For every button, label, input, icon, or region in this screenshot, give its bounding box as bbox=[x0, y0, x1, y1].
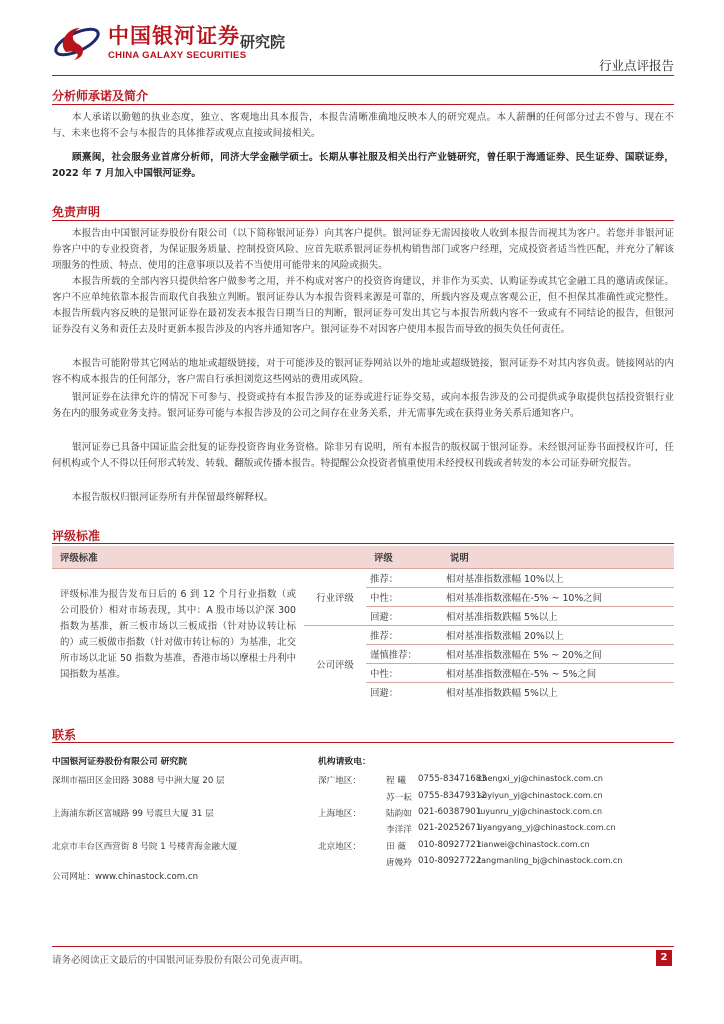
disclaimer-paragraph: 本报告可能附带其它网站的地址或超级链接，对于可能涉及的银河证券网站以外的地址或超级链接，银河证券不对其内容负责。链接网站的内容不构成本报告的任何部分，客户需自行承担浏览这些网站的费用或风险。 bbox=[52, 358, 674, 385]
contact-person-name: 苏一耘 bbox=[386, 793, 412, 803]
contact-address: 上海浦东新区富城路 99 号震旦大厦 31 层 bbox=[52, 809, 214, 819]
rating-header-standard: 评级标准 bbox=[52, 546, 304, 569]
analyst-bio: 顾熹闽，社会服务业首席分析师，同济大学金融学硕士。长期从事社服及相关出行产业链研究，曾任职于海通证券、民生证券、国联证券，2022 年 7 月加入中国银河证券。 bbox=[52, 152, 674, 179]
region-label: 北京地区： bbox=[318, 842, 361, 852]
contact-person-email[interactable]: chengxi_yj@chinastock.com.cn bbox=[478, 774, 603, 783]
page-number: 2 bbox=[656, 950, 672, 966]
rating-grade: 中性： bbox=[366, 588, 442, 607]
rating-section-title: 评级标准 bbox=[52, 529, 101, 543]
contact-person-email[interactable]: liyangyang_yj@chinastock.com.cn bbox=[478, 823, 616, 832]
contact-person-email[interactable]: luyunru_yj@chinastock.com.cn bbox=[478, 807, 603, 816]
contact-person-phone: 010-80927721 bbox=[418, 840, 482, 850]
company-logo bbox=[52, 18, 412, 68]
rating-explain: 相对基准指数涨幅 20%以上 bbox=[442, 626, 674, 645]
disclaimer-paragraph: 本报告所载的全部内容只提供给客户做参考之用，并不构成对客户的投资咨询建议，并非作为买卖、认购证券或其它金融工具的邀请或保证。客户不应单纯依靠本报告而取代自我独立判断。银河证券认为本报告资料来源是可靠的，所载内容及观点客观公正，但不担保其准确性或完整性。本报告所载内容反映的是银河证券在最初发表本报告日期当日的判断，银河证券可发出其它与本报告所载内容不一致或有不同结论的报告，但银河证券没有义务和责任去及时更新本报告涉及的内容并通知客户。银河证券不对因客户使用本报告而导致的损失负任何责任。 bbox=[52, 276, 674, 335]
rating-table bbox=[52, 546, 674, 701]
industry-rating-label: 行业评级 bbox=[304, 569, 366, 626]
contact-person-email[interactable]: tianwei@chinastock.com.cn bbox=[478, 840, 590, 849]
rating-grade: 中性： bbox=[366, 664, 442, 683]
contact-person-phone: 021-60387901 bbox=[418, 807, 482, 817]
table-row bbox=[52, 569, 674, 588]
analyst-section-title: 分析师承诺及简介 bbox=[52, 89, 149, 103]
contact-section-rule bbox=[52, 742, 674, 743]
contact-person-email[interactable]: suyiyun_yj@chinastock.com.cn bbox=[478, 791, 603, 800]
rating-header-grade: 评级 bbox=[366, 546, 442, 569]
rating-explain: 相对基准指数涨幅在-5% ~ 10%之间 bbox=[442, 588, 674, 607]
company-website: 公司网址：www.chinastock.com.cn bbox=[52, 872, 199, 882]
rating-section-rule bbox=[52, 543, 674, 544]
contact-person-name: 陆韵如 bbox=[386, 809, 412, 819]
contact-company: 中国银河证券股份有限公司 研究院 bbox=[52, 757, 188, 767]
institute-label: 研究院 bbox=[240, 33, 286, 51]
analyst-section-rule bbox=[52, 104, 674, 105]
disclaimer-paragraph: 银河证券在法律允许的情况下可参与、投资或持有本报告涉及的证券或进行证券交易，或向本报告涉及的公司提供或争取提供包括投资银行业务在内的服务或业务支持。银河证券可能与本报告涉及的公司之间存在业务关系，并无需事先或在获得业务关系后通知客户。 bbox=[52, 392, 674, 419]
header-divider bbox=[52, 75, 674, 76]
rating-grade: 回避： bbox=[366, 683, 442, 702]
galaxy-logo-icon bbox=[52, 18, 102, 66]
rating-explain: 相对基准指数涨幅 10%以上 bbox=[442, 569, 674, 588]
rating-grade: 回避： bbox=[366, 607, 442, 626]
contact-address: 北京市丰台区西营街 8 号院 1 号楼青海金融大厦 bbox=[52, 842, 238, 852]
contact-person-phone: 021-20252671 bbox=[418, 823, 482, 833]
region-label: 深广地区： bbox=[318, 776, 361, 786]
rating-header-explain: 说明 bbox=[442, 546, 674, 569]
contact-person-name: 唐嫚羚 bbox=[386, 858, 412, 868]
contact-person-email[interactable]: tangmanling_bj@chinastock.com.cn bbox=[478, 856, 623, 865]
region-label: 上海地区： bbox=[318, 809, 361, 819]
disclaimer-paragraph: 本报告由中国银河证券股份有限公司（以下简称银河证券）向其客户提供。银河证券无需因接收人收到本报告而视其为客户。若您并非银河证券客户中的专业投资者，为保证服务质量、控制投资风险、应首先联系银河证券机构销售部门或客户经理，完成投资者适当性匹配，并充分了解该项服务的性质、特点、使用的注意事项以及若不当使用可能带来的风险或损失。 bbox=[52, 228, 674, 271]
rating-explain: 相对基准指数跌幅 5%以上 bbox=[442, 607, 674, 626]
contact-sales-title: 机构请致电： bbox=[318, 757, 371, 767]
rating-header-row bbox=[52, 546, 674, 569]
analyst-commitment: 本人承诺以勤勉的执业态度，独立、客观地出具本报告，本报告清晰准确地反映本人的研究观点。本人薪酬的任何部分过去不曾与、现在不与、未来也将不会与本报告的具体推荐或观点直接或间接相关。 bbox=[52, 112, 674, 139]
rating-grade: 推荐： bbox=[366, 626, 442, 645]
brand-name-en: CHINA GALAXY SECURITIES bbox=[108, 50, 247, 61]
contact-person-name: 李洋洋 bbox=[386, 825, 412, 835]
contact-person-phone: 010-80927722 bbox=[418, 856, 482, 866]
rating-grade: 谨慎推荐： bbox=[366, 645, 442, 664]
rating-explain: 相对基准指数跌幅 5%以上 bbox=[442, 683, 674, 702]
contact-person-phone: 0755-83471683 bbox=[418, 774, 487, 784]
contact-person-phone: 0755-83479312 bbox=[418, 791, 487, 801]
footer-note: 请务必阅读正文最后的中国银河证券股份有限公司免责声明。 bbox=[52, 955, 309, 966]
disclaimer-section-rule bbox=[52, 220, 674, 221]
contact-section-title: 联系 bbox=[52, 728, 77, 742]
company-rating-label: 公司评级 bbox=[304, 626, 366, 702]
disclaimer-section-title: 免责声明 bbox=[52, 205, 101, 219]
report-type: 行业点评报告 bbox=[598, 58, 674, 73]
contact-person-name: 程 曦 bbox=[386, 776, 406, 786]
brand-name-cn: 中国银河证券 bbox=[108, 24, 240, 48]
contact-person-name: 田 薇 bbox=[386, 842, 406, 852]
contact-address: 深圳市福田区金田路 3088 号中洲大厦 20 层 bbox=[52, 776, 225, 786]
disclaimer-paragraph: 银河证券已具备中国证监会批复的证券投资咨询业务资格。除非另有说明，所有本报告的版权属于银河证券。未经银河证券书面授权许可，任何机构或个人不得以任何形式转发、转载、翻版或传播本报告。特提醒公众投资者慎重使用未经授权刊载或者转发的本公司证券研究报告。 bbox=[52, 442, 674, 469]
rating-explain: 相对基准指数涨幅在-5% ~ 5%之间 bbox=[442, 664, 674, 683]
disclaimer-paragraph: 本报告版权归银河证券所有并保留最终解释权。 bbox=[72, 492, 274, 503]
rating-description: 评级标准为报告发布日后的 6 到 12 个月行业指数（或公司股价）相对市场表现，其中：A 股市场以沪深 300 指数为基准，新三板市场以三板成指（针对协议转让标的）或三板做市指数（针对做市转让标的）为基准，北交所市场以北证 50 指数为基准，香港市场以摩根士丹利中国指数为基准。 bbox=[52, 569, 304, 702]
rating-grade: 推荐： bbox=[366, 569, 442, 588]
footer-divider bbox=[52, 946, 674, 947]
rating-explain: 相对基准指数涨幅在 5% ~ 20%之间 bbox=[442, 645, 674, 664]
